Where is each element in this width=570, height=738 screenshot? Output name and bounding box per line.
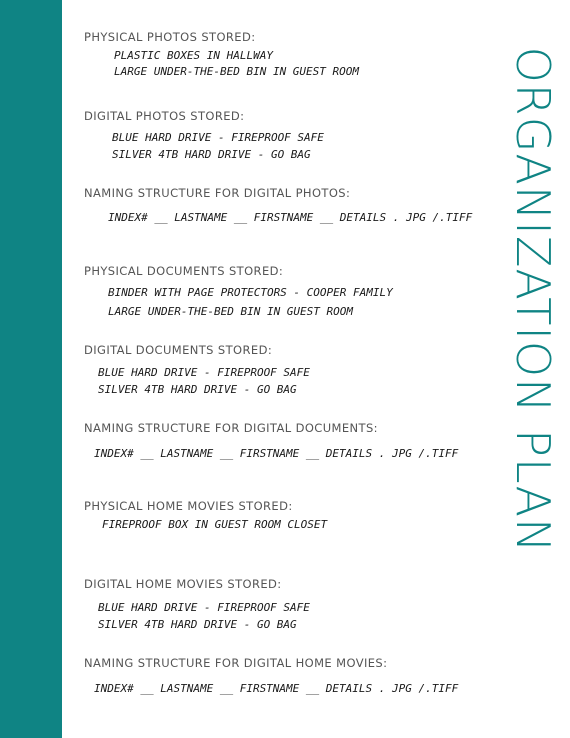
section-heading-digital-documents: DIGITAL DOCUMENTS STORED:	[84, 343, 273, 357]
section-heading-physical-documents: PHYSICAL DOCUMENTS STORED:	[84, 264, 284, 278]
handwritten-entry: BLUE HARD DRIVE - FIREPROOF SAFE	[98, 601, 310, 614]
handwritten-entry: LARGE UNDER-THE-BED BIN IN GUEST ROOM	[114, 65, 360, 78]
handwritten-entry: PLASTIC BOXES IN HALLWAY	[114, 49, 273, 62]
handwritten-entry: SILVER 4TB HARD DRIVE - GO BAG	[98, 618, 297, 631]
teal-side-bar	[0, 0, 62, 738]
page-title: ORGANIZATION PLAN	[506, 46, 560, 554]
handwritten-entry: SILVER 4TB HARD DRIVE - GO BAG	[98, 383, 297, 396]
handwritten-entry: FIREPROOF BOX IN GUEST ROOM CLOSET	[102, 518, 328, 531]
handwritten-entry: LARGE UNDER-THE-BED BIN IN GUEST ROOM	[108, 305, 354, 318]
handwritten-entry: INDEX# __ LASTNAME __ FIRSTNAME __ DETAILS . JPG /.TIFF	[94, 447, 459, 460]
section-heading-physical-home-movies: PHYSICAL HOME MOVIES STORED:	[84, 499, 293, 513]
handwritten-entry: INDEX# __ LASTNAME __ FIRSTNAME __ DETAILS . JPG /.TIFF	[94, 682, 459, 695]
section-heading-digital-home-movies: DIGITAL HOME MOVIES STORED:	[84, 577, 282, 591]
handwritten-entry: BINDER WITH PAGE PROTECTORS - COOPER FAMILY	[108, 286, 393, 299]
section-heading-naming-documents: NAMING STRUCTURE FOR DIGITAL DOCUMENTS:	[84, 421, 378, 435]
section-heading-physical-photos: PHYSICAL PHOTOS STORED:	[84, 30, 256, 44]
section-heading-naming-photos: NAMING STRUCTURE FOR DIGITAL PHOTOS:	[84, 186, 351, 200]
handwritten-entry: BLUE HARD DRIVE - FIREPROOF SAFE	[112, 131, 324, 144]
handwritten-entry: BLUE HARD DRIVE - FIREPROOF SAFE	[98, 366, 310, 379]
handwritten-entry: INDEX# __ LASTNAME __ FIRSTNAME __ DETAILS . JPG /.TIFF	[108, 211, 473, 224]
section-heading-digital-photos: DIGITAL PHOTOS STORED:	[84, 109, 245, 123]
section-heading-naming-home-movies: NAMING STRUCTURE FOR DIGITAL HOME MOVIES:	[84, 656, 388, 670]
handwritten-entry: SILVER 4TB HARD DRIVE - GO BAG	[112, 148, 311, 161]
